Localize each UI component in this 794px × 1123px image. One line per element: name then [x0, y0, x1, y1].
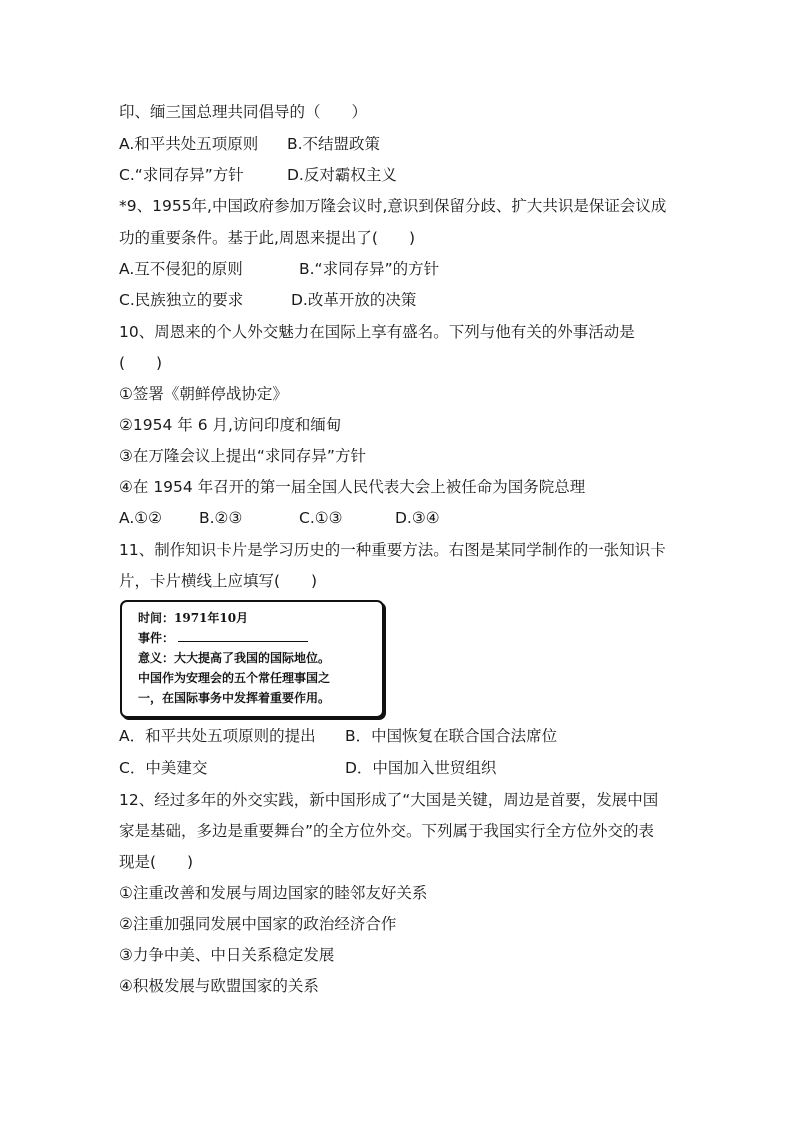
card-meaning-2: 中国作为安理会的五个常任理事国之 [138, 671, 331, 685]
card-event-blank [178, 631, 308, 642]
q10-stem-line-1: 10、周恩来的个人外交魅力在国际上享有盛名。下列与他有关的外事活动是 [119, 323, 635, 341]
card-event-label: 事件： [138, 631, 175, 645]
q10-item-4: ④在 1954 年召开的第一届全国人民代表大会上被任命为国务院总理 [119, 478, 586, 496]
q12-stem-line-1: 12、经过多年的外交实践，新中国形成了“大国是关键，周边是首要，发展中国 [119, 791, 659, 809]
q11-option-a: A．和平共处五项原则的提出 [119, 727, 316, 745]
q11-option-c: C．中美建交 [119, 759, 208, 777]
q12-stem-line-2: 家是基础，多边是重要舞台”的全方位外交。下列属于我国实行全方位外交的表 [119, 822, 655, 840]
q10-option-a: A.①② [119, 509, 163, 527]
q11-option-b: B．中国恢复在联合国合法席位 [345, 727, 558, 745]
q12-item-3: ③力争中美、中日关系稳定发展 [119, 946, 335, 964]
q9-option-a: A.互不侵犯的原则 [119, 260, 243, 278]
q8-option-d: D.反对霸权主义 [287, 166, 397, 184]
card-event [138, 630, 308, 646]
q12-item-2: ②注重加强同发展中国家的政治经济合作 [119, 915, 397, 933]
q9-option-b: B.“求同存异”的方针 [299, 260, 440, 278]
q12-item-4: ④积极发展与欧盟国家的关系 [119, 977, 319, 995]
q11-option-d: D．中国加入世贸组织 [345, 759, 497, 777]
knowledge-card [120, 600, 384, 718]
q11-stem-line-2: 片，卡片横线上应填写( ) [119, 572, 318, 590]
q12-item-1: ①注重改善和发展与周边国家的睦邻友好关系 [119, 884, 428, 902]
q10-item-2: ②1954 年 6 月,访问印度和缅甸 [119, 416, 342, 434]
q8-option-b: B.不结盟政策 [287, 135, 381, 153]
q9-option-d: D.改革开放的决策 [291, 291, 417, 309]
q12-stem-line-3: 现是( ) [119, 853, 194, 871]
q10-item-1: ①签署《朝鲜停战协定》 [119, 385, 288, 403]
q10-option-b: B.②③ [199, 509, 243, 527]
q10-item-3: ③在万隆会议上提出“求同存异”方针 [119, 447, 366, 465]
q9-stem-line-2: 功的重要条件。基于此,周恩来提出了( ) [119, 229, 416, 247]
q10-stem-line-2: ( ) [119, 354, 163, 372]
q8-stem-tail: 印、缅三国总理共同倡导的（ ） [119, 103, 368, 121]
card-time: 时间：1971年10月 [138, 611, 249, 625]
q11-stem-line-1: 11、制作知识卡片是学习历史的一种重要方法。右图是某同学制作的一张知识卡 [119, 541, 666, 559]
q10-option-c: C.①③ [299, 509, 343, 527]
q9-option-c: C.民族独立的要求 [119, 291, 244, 309]
q8-option-c: C.“求同存异”方针 [119, 166, 244, 184]
q9-stem-line-1: *9、1955年,中国政府参加万隆会议时,意识到保留分歧、扩大共识是保证会议成 [119, 197, 667, 215]
card-meaning-3: 一，在国际事务中发挥着重要作用。 [138, 691, 331, 705]
q8-option-a: A.和平共处五项原则 [119, 135, 259, 153]
q10-option-d: D.③④ [395, 509, 440, 527]
card-meaning-1: 意义：大大提高了我国的国际地位。 [138, 651, 331, 665]
